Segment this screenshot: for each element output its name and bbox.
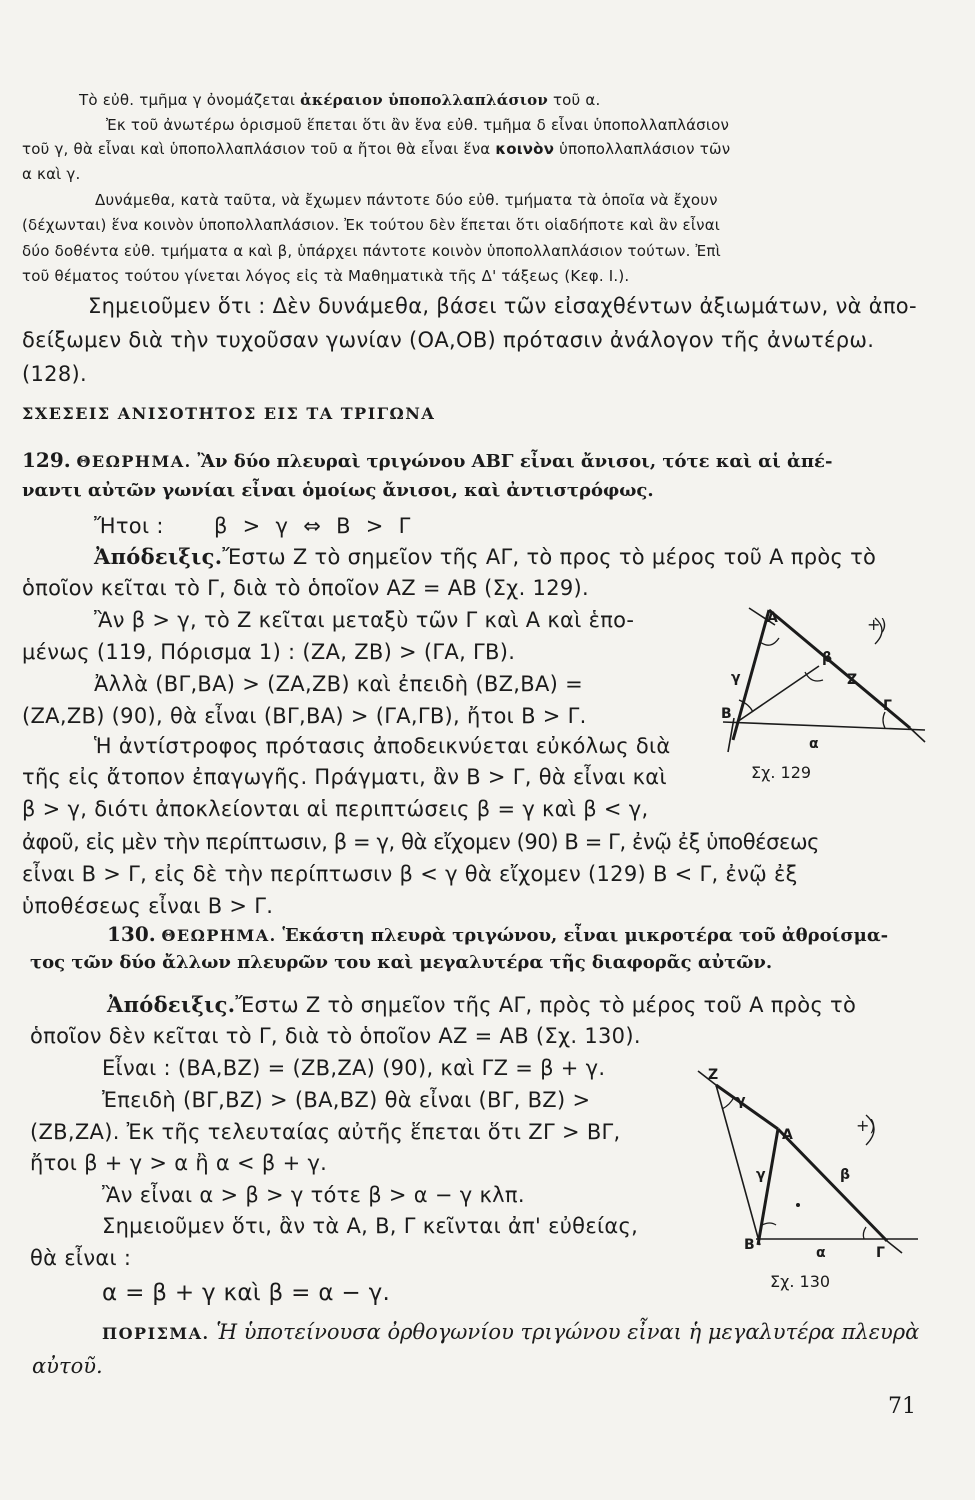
proof-130-line-4: Ἐπειδὴ (ΒΓ,ΒΖ) > (ΒΑ,ΒΖ) θὰ εἶναι (ΒΓ, ΒΖ) > xyxy=(102,1088,591,1112)
figure-129 xyxy=(715,600,930,790)
proof-129-line-1: Ἀπόδειξις.Ἔστω Ζ τὸ σημεῖον τῆς ΑΓ, τὸ προς τὸ μέρος τοῦ Α πρὸς τὸ xyxy=(94,544,877,569)
fig129-label-z: Z xyxy=(847,672,858,688)
fig129-label-beta: β xyxy=(822,650,833,666)
intro-line-4: α καὶ γ. xyxy=(22,165,81,183)
proof-129-line-9: β > γ, διότι ἀποκλείονται αἱ περιπτώσεις β = γ καὶ β < γ, xyxy=(22,797,649,821)
intro-line-7: δύο δοθέντα εὐθ. τμήματα α καὶ β, ὑπάρχει πάντοτε κοινὸν ὑποπολλαπλάσιον τούτων. Ἐπὶ xyxy=(22,242,721,260)
fig130-label-b: B xyxy=(744,1237,755,1253)
fig129-label-gamma: γ xyxy=(731,670,741,686)
intro-line-6: (δέχωνται) ἕνα κοινὸν ὑποπολλαπλάσιον. Ἐκ τούτου δὲν ἕπεται ὅτι οἱαδήποτε καὶ ἂν εἶναι xyxy=(22,216,721,234)
fig130-dot xyxy=(796,1203,800,1207)
intro-line-5: Δυνάμεθα, κατὰ ταῦτα, νὰ ἔχωμεν πάντοτε δύο εὐθ. τμήματα τὰ ὁποῖα νὰ ἔχουν xyxy=(95,191,718,209)
proof-129-line-5: Ἀλλὰ (ΒΓ,ΒΑ) > (ΖΑ,ΖΒ) καὶ ἐπειδὴ (ΒΖ,ΒΑ) = xyxy=(94,672,583,696)
page-number: 71 xyxy=(888,1394,916,1419)
fig130-side-ab xyxy=(758,1129,778,1245)
fig130-label-alpha: α xyxy=(816,1245,826,1261)
proof-130-formula: α = β + γ καὶ β = α − γ. xyxy=(102,1280,391,1306)
fig130-label-gamma1: γ xyxy=(736,1093,746,1109)
fig130-label-orientation: +) xyxy=(856,1116,876,1135)
fig129-label-g: Γ xyxy=(883,698,892,714)
proof-130-line-5: (ΖΒ,ΖΑ). Ἐκ τῆς τελευταίας αὐτῆς ἕπεται ὅτι ΖΓ > ΒΓ, xyxy=(30,1120,621,1144)
theorem-129-line-2: ναντι αὐτῶν γωνίαι εἶναι ὁμοίως ἄνισοι, καὶ ἀντιστρόφως. xyxy=(22,480,654,501)
fig130-label-g: Γ xyxy=(876,1245,885,1261)
proof-130-line-7: Ἂν εἶναι α > β > γ τότε β > α − γ κλπ. xyxy=(102,1183,525,1207)
theorem-129-hetoi: Ἤτοι : xyxy=(94,514,164,538)
figure-130 xyxy=(690,1055,930,1300)
proof-130-line-2: ὁποῖον δὲν κεῖται τὸ Γ, διὰ τὸ ὁποῖον ΑΖ = ΑΒ (Σχ. 130). xyxy=(30,1024,641,1048)
proof-130-line-9: θὰ εἶναι : xyxy=(30,1246,132,1270)
theorem-130-line-2: τος τῶν δύο ἄλλων πλευρῶν του καὶ μεγαλυτέρα τῆς διαφορᾶς αὐτῶν. xyxy=(30,952,773,973)
proof-129-line-12: ὑποθέσεως εἶναι Β > Γ. xyxy=(22,894,274,918)
proof-130-line-6: ἤτοι β + γ > α ἢ α < β + γ. xyxy=(30,1151,328,1175)
proof-130-line-8: Σημειοῦμεν ὅτι, ἂν τὰ Α, Β, Γ κεῖνται ἀπ' εὐθείας, xyxy=(102,1214,639,1238)
fig130-line-ext-g xyxy=(887,1241,902,1253)
intro-line-2: Ἐκ τοῦ ἀνωτέρω ὁρισμοῦ ἕπεται ὅτι ἂν ἕνα εὐθ. τμῆμα δ εἶναι ὑποπολλαπλάσιον xyxy=(106,116,730,134)
proof-129-line-8: τῆς εἰς ἄτοπον ἐπαγωγῆς. Πράγματι, ἂν Β > Γ, θὰ εἶναι καὶ xyxy=(22,765,667,789)
theorem-129-formula: β > γ ⇔ Β > Γ xyxy=(214,514,411,538)
proof-129-line-7: Ἡ ἀντίστροφος πρότασις ἀποδεικνύεται εὐκόλως διὰ xyxy=(94,734,671,758)
fig130-label-beta: β xyxy=(840,1167,851,1183)
fig129-caption: Σχ. 129 xyxy=(751,763,812,782)
fig129-angle-a xyxy=(760,638,779,645)
fig129-side-bg xyxy=(723,722,925,730)
fig130-label-z: Z xyxy=(708,1067,719,1083)
proof-129-line-4: μένως (119, Πόρισμα 1) : (ΖΑ, ΖΒ) > (ΓΑ, ΓΒ). xyxy=(22,640,516,664)
proof-129-line-11: εἶναι Β > Γ, εἰς δὲ τὴν περίπτωσιν β < γ θὰ εἴχομεν (129) Β < Γ, ἐνῷ ἐξ xyxy=(22,862,798,886)
corollary-line-1: ΠΟΡΙΣΜΑ. Ἡ ὑποτείνουσα ὀρθογωνίου τριγώνου εἶναι ἡ μεγαλυτέρα πλευρὰ xyxy=(102,1320,920,1344)
theorem-129-line-1: 129. ΘΕΩΡΗΜΑ. Ἂν δύο πλευραὶ τριγώνου ΑΒΓ εἶναι ἄνισοι, τότε καὶ αἱ ἀπέ- xyxy=(22,448,833,472)
fig130-label-gamma2: γ xyxy=(756,1167,766,1183)
proof-130-line-1: Ἀπόδειξις.Ἔστω Ζ τὸ σημεῖον τῆς ΑΓ, πρὸς τὸ μέρος τοῦ Α πρὸς τὸ xyxy=(107,992,857,1017)
fig130-side-ag xyxy=(778,1129,887,1241)
proof-129-line-3: Ἂν β > γ, τὸ Ζ κεῖται μεταξὺ τῶν Γ καὶ Α καὶ ἑπο- xyxy=(94,608,635,632)
proof-129-line-2: ὁποῖον κεῖται τὸ Γ, διὰ τὸ ὁποῖον ΑΖ = ΑΒ (Σχ. 129). xyxy=(22,576,589,600)
proof-129-line-6: (ΖΑ,ΖΒ) (90), θὰ εἶναι (ΒΓ,ΒΑ) > (ΓΑ,ΓΒ), ἤτοι Β > Γ. xyxy=(22,704,587,728)
note-line-1: Σημειοῦμεν ὅτι : Δὲν δυνάμεθα, βάσει τῶν εἰσαχθέντων ἀξιωμάτων, νὰ ἀπο- xyxy=(88,294,917,318)
section-heading: ΣΧΕΣΕΙΣ ΑΝΙΣΟΤΗΤΟΣ ΕΙΣ ΤΑ ΤΡΙΓΩΝΑ xyxy=(22,404,436,423)
intro-line-3: τοῦ γ, θὰ εἶναι καὶ ὑποπολλαπλάσιον τοῦ α ἤτοι θὰ εἶναι ἕνα κοινὸν ὑποπολλαπλάσιον τῶν xyxy=(22,140,731,158)
note-line-2: δείξωμεν διὰ τὴν τυχοῦσαν γωνίαν (ΟΑ,ΟΒ) πρότασιν ἀνάλογον τῆς ἀνωτέρω. xyxy=(22,328,875,352)
corollary-line-2: αὐτοῦ. xyxy=(32,1354,103,1378)
theorem-130-line-1: 130. ΘΕΩΡΗΜΑ. Ἑκάστη πλευρὰ τριγώνου, εἶναι μικροτέρα τοῦ ἀθροίσμα- xyxy=(107,922,889,946)
fig130-angle-z xyxy=(722,1097,734,1109)
intro-line-8: τοῦ θέματος τούτου γίνεται λόγος εἰς τὰ Μαθηματικὰ τῆς Δ' τάξεως (Κεφ. Ι.). xyxy=(22,267,630,285)
fig130-angle-b xyxy=(762,1223,776,1225)
fig129-label-b: B xyxy=(721,706,732,722)
fig129-angle-g xyxy=(883,712,885,728)
fig130-caption: Σχ. 130 xyxy=(770,1272,831,1291)
intro-line-1: Τὸ εὐθ. τμῆμα γ ὀνομάζεται ἀκέραιον ὑποπολλαπλάσιον τοῦ α. xyxy=(79,91,601,109)
fig130-label-a: A xyxy=(782,1127,793,1143)
fig130-angle-g xyxy=(863,1227,866,1239)
fig129-label-a: A xyxy=(767,610,778,626)
note-line-3: (128). xyxy=(22,362,87,386)
proof-130-line-3: Εἶναι : (ΒΑ,ΒΖ) = (ΖΒ,ΖΑ) (90), καὶ ΓΖ = β + γ. xyxy=(102,1056,606,1080)
fig129-label-orientation: +) xyxy=(867,615,887,634)
fig129-label-alpha: α xyxy=(809,736,819,752)
proof-129-line-10: ἀφοῦ, εἰς μὲν τὴν περίπτωσιν, β = γ, θὰ εἴχομεν (90) Β = Γ, ἐνῷ ἐξ ὑποθέσεως xyxy=(22,830,820,854)
